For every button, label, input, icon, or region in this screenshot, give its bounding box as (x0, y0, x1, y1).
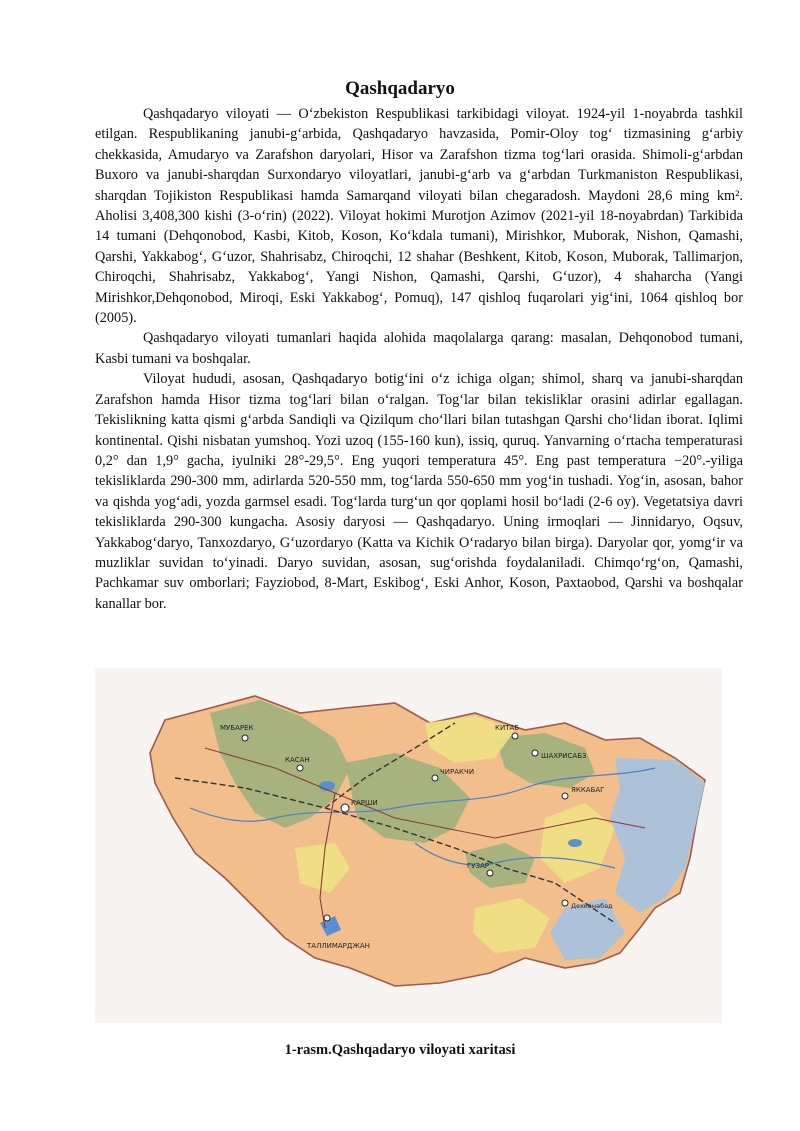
map-label-karshi: КАРШИ (351, 799, 378, 807)
paragraph-2: Qashqadaryo viloyati tumanlari haqida alohida maqolalarga qarang: masalan, Dehqonobod tumani, Kasbi tumani va boshqalar. (95, 330, 743, 367)
city-marker-guzar (487, 870, 493, 876)
map-label-dehkanabad: Дехканабад (571, 902, 613, 910)
map-label-talimarjan: ТАЛЛИМАРДЖАН (307, 942, 370, 950)
city-marker-kasan (297, 765, 303, 771)
map-label-kitab: КИТАБ (495, 724, 520, 732)
map-label-shahrisabz: ШАХРИСАБЗ (541, 752, 587, 760)
article-body (95, 104, 743, 614)
city-marker-dehkanabad (562, 900, 568, 906)
city-marker-muborak (242, 735, 248, 741)
page-title: Qashqadaryo (345, 78, 455, 99)
reservoir-pachkamar (568, 839, 582, 847)
mountain-zone-east (610, 758, 705, 913)
figure-caption: 1-rasm.Qashqadaryo viloyati xaritasi (284, 1042, 516, 1058)
city-marker-karshi (341, 804, 349, 812)
city-marker-yakkabag (562, 793, 568, 799)
map-graphic (95, 668, 722, 1023)
region-map (95, 668, 722, 1023)
city-marker-talimarjan (324, 915, 330, 921)
map-label-guzar: ГУЗАР (467, 862, 490, 870)
paragraph-1: Qashqadaryo viloyati — O‘zbekiston Respublikasi tarkibidagi viloyat. 1924-yil 1-noyabrda tashkil etilgan. Respublikaning janubi-g‘arbida, Qashqadaryo havzasida, Pomir-Oloy tog‘ tizmasining g‘arbiy chekkasida, Amudaryo va Zarafshon daryolari, Hisor va Zarafshon tizma tog‘lari orasida. Shimoli-g‘arbdan Buxoro va janubi-sharqdan Surxondaryo viloyatlari, janubi-g‘arb va g‘arbdan Turkmaniston Respublikasi, sharqdan Tojikiston Respublikasi hamda Samarqand viloyati bilan chegaradosh. Maydoni 28,6 ming km². Aholisi 3,408,300 kishi (3-o‘rin) (2022). Viloyat hokimi Murotjon Azimov (2021-yil 18-noyabrdan) Tarkibida 14 tumani (Dehqonobod, Kasbi, Kitob, Koson, Ko‘kdala tumani), Mirishkor, Muborak, Nishon, Qamashi, Qarshi, Yakkabog‘, G‘uzor, Shahrisabz, Chiroqchi, 12 shahar (Beshkent, Kitob, Koson, Muborak, Tallimarjon, Chiroqchi, Shahrisabz, Yakkabog‘, Yangi Nishon, Qamashi, Qarshi, G‘uzor), 4 shaharcha (Yangi Mirishkor,Dehqonobod, Miroqi, Eski Yakkabog‘, Pomuq), 147 qishloq fuqarolari yig‘ini, 1064 qishloq bor (2005). (95, 106, 743, 327)
map-label-muborak: МУБАРЕК (220, 724, 254, 732)
city-marker-chirakchi (432, 775, 438, 781)
city-marker-kitab (512, 733, 518, 739)
map-label-chirakchi: ЧИРАКЧИ (440, 768, 475, 776)
map-label-kasan: КАСАН (285, 756, 310, 764)
map-label-yakkabag: ЯККАБАГ (571, 786, 605, 794)
city-marker-shahrisabz (532, 750, 538, 756)
paragraph-3: Viloyat hududi, asosan, Qashqadaryo botig‘ini o‘z ichiga olgan; shimol, sharq va janubi-sharqdan Zarafshon hamda Hisor tizma tog‘lari bilan o‘ralgan. Tog‘lar bilan tekisliklar orasini adirlar egallagan. Tekislikning katta qismi g‘arbda Sandiqli va Qizilqum cho‘llari bilan tutashgan Qarshi cho‘lidan iborat. Iqlimi kontinental. Qishi nisbatan yumshoq. Yozi uzoq (155-160 kun), issiq, quruq. Yanvarning o‘rtacha temperaturasi 0,2° dan 1,9° gacha, iyulniki 28°-29,5°. Eng yuqori temperatura 45°. Eng past temperatura −20°.-yiliga tekisliklarda 290-300 mm, adirlarda 520-550 mm, tog‘larda 550-650 mm yog‘in tushadi. Yog‘in, asosan, bahor va qishda yog‘adi, yozda garmsel esadi. Tog‘larda turg‘un qor qoplami hosil bo‘ladi (2-6 oy). Vegetatsiya davri tekisliklarda 290-300 kungacha. Asosiy daryosi — Qashqadaryo. Uning irmoqlari — Jinnidaryo, Oqsuv, Yakkabog‘daryo, Tanxozdaryo, G‘uzordaryo (Katta va Kichik O‘radaryo bilan birga). Daryolar qor, yomg‘ir va muzliklar suvidan to‘yinadi. Daryo suvidan, asosan, sug‘orishda foydalaniladi. Chimqo‘rg‘on, Qamashi, Pachkamar suv omborlari; Fayziobod, 8-Mart, Eskibog‘, Eski Anhor, Koson, Paxtaobod, Qarshi va boshqalar kanallar bor. (95, 371, 743, 612)
